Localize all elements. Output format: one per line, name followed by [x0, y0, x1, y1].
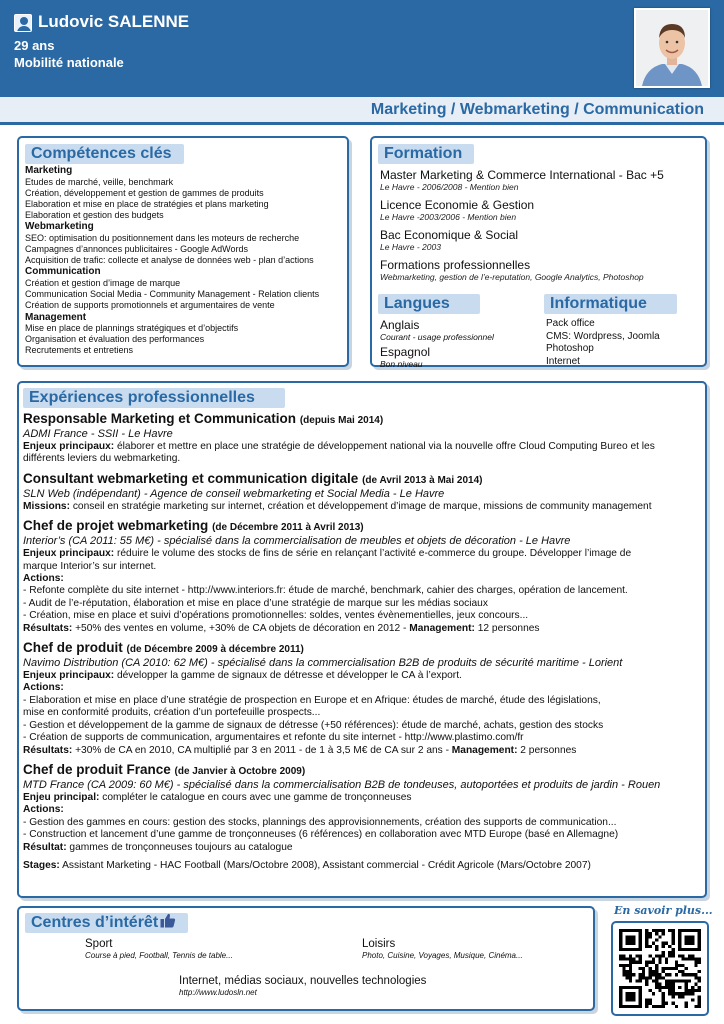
experience-entry — [23, 762, 701, 854]
job-line — [23, 561, 701, 573]
job-line — [23, 842, 701, 854]
competence-item: Création de supports promotionnels et argumentaires de vente — [25, 300, 275, 311]
formation-entry — [380, 228, 699, 252]
job-line-text: - Création, mise en place et suivi d’opérations promotionnelles: soldes, ventes évènementielles, jeux concours... — [23, 610, 529, 622]
job-title: Marketing / Webmarketing / Communication — [370, 101, 704, 118]
interest-item — [362, 938, 523, 961]
thumbs-up-icon — [160, 913, 176, 928]
job-line-text: marque Interior’s sur internet. — [23, 560, 157, 572]
job-line-text: - Gestion des gammes en cours: gestion des stocks, plannings des approvisionnements, création des supports de communication... — [23, 816, 617, 828]
experience-entry — [23, 640, 701, 757]
candidate-age: 29 ans — [14, 38, 55, 53]
stages-label: Stages: — [23, 859, 60, 871]
subheader-bar — [0, 97, 724, 125]
job-line-text: - Elaboration et mise en place d’une stratégie de prospection en Europe et en Afrique: études de marché, étude des législations, — [23, 694, 601, 706]
job-position-title: Chef de projet webmarketing — [23, 518, 209, 534]
competence-item: Acquisition de trafic: collecte et analyse de données web - plan d’actions — [25, 255, 314, 266]
job-position-title: Chef de produit France — [23, 761, 171, 777]
job-line-label: Résultats: — [23, 744, 73, 756]
job-position — [23, 640, 701, 657]
language-name: Espagnol — [380, 345, 431, 359]
job-line-label: Enjeu principal: — [23, 791, 100, 803]
job-line-text: +50% des ventes en volume, +30% de CA objets de décoration en 2012 - — [72, 622, 410, 634]
competence-category: Management — [25, 311, 87, 323]
job-line-label: Management: — [451, 744, 518, 756]
job-line-text: +30% de CA en 2010, CA multiplié par 3 en 2011 - de 1 à 3,5 M€ de CA sur 2 ans - — [72, 744, 452, 756]
job-line-text: - Refonte complète du site internet - http://www.interiors.fr: étude de marché, benchmark, cahier des charges, opération de lancement. — [23, 585, 628, 597]
interest-details: Photo, Cuisine, Voyages, Musique, Cinéma... — [362, 951, 523, 960]
competence-category: Marketing — [25, 165, 73, 176]
experience-entry — [23, 411, 701, 466]
competence-item: Création, développement et gestion de gammes de produits — [25, 187, 264, 198]
interest-title: Loisirs — [362, 938, 396, 950]
job-line-text: - Construction et lancement d’une gamme de tronçonneuses (6 références) en collaboration avec MTD Europe (basé en Allemagne) — [23, 829, 619, 841]
job-line — [23, 623, 701, 635]
job-company: MTD France (CA 2009: 60 M€) - spécialisé dans la commercialisation B2B de tondeuses, autoportées et produits de jardin - Rouen — [23, 778, 661, 791]
interest-title: Sport — [85, 938, 113, 950]
formation-details: Webmarketing, gestion de l’e-reputation, Google Analytics, Photoshop — [380, 272, 644, 282]
job-line-text: - Gestion et développement de la gamme de signaux de détresse (+50 références): étude de marché, achats, gestion des stocks — [23, 719, 604, 731]
job-line — [23, 501, 701, 513]
language-level: Bon niveau — [380, 359, 423, 369]
job-line-text: développer la gamme de signaux de détresse et développer le CA à l’export. — [114, 670, 462, 682]
qr-code-icon — [619, 929, 701, 1008]
competence-item: Etudes de marché, veille, benchmark — [25, 176, 174, 187]
competences-section — [17, 136, 349, 367]
interets-title-text: Centres d’intérêt — [31, 914, 159, 931]
job-position — [23, 762, 701, 779]
job-line-text: - Audit de l’e-réputation, élaboration et mise en place d’une stratégie de marque sur les médias sociaux — [23, 597, 488, 609]
job-line — [23, 745, 701, 757]
interest-item — [179, 975, 426, 998]
competence-item: Organisation et évaluation des performances — [25, 334, 205, 345]
competence-item: SEO: optimisation du positionnement dans les moteurs de recherche — [25, 232, 300, 243]
job-line-label: Actions: — [23, 573, 64, 585]
competence-item: Mise en place de plannings stratégiques et d’objectifs — [25, 323, 239, 334]
formation-title: Formation — [378, 144, 474, 164]
software-item: CMS: Wordpress, Joomla — [546, 330, 660, 342]
experiences-section — [17, 381, 707, 898]
job-line — [23, 707, 701, 719]
competence-category: Webmarketing — [25, 221, 94, 233]
software-item: Photoshop — [546, 343, 594, 354]
interest-title: Internet, médias sociaux, nouvelles technologies — [179, 975, 427, 987]
formation-entry — [380, 258, 699, 282]
competence-item: Elaboration et mise en place de stratégies et plans marketing — [25, 198, 269, 209]
experience-entry — [23, 471, 701, 513]
interest-link[interactable]: http://www.ludosln.net — [179, 988, 257, 997]
job-line-label: Résultats: — [23, 622, 73, 634]
formation-degree: Formations professionnelles — [380, 258, 531, 272]
candidate-name: Ludovic SALENNE — [38, 12, 190, 31]
formation-degree: Licence Economie & Gestion — [380, 198, 535, 212]
savoir-plus-label: En savoir plus... — [614, 904, 713, 917]
job-period: (depuis Mai 2014) — [299, 415, 384, 426]
job-line-text: - Création de supports de communication, argumentaires et refonte du site internet - http://www.plastimo.com/fr — [23, 732, 524, 744]
job-line — [23, 453, 701, 465]
job-line-label: Missions: — [23, 500, 70, 512]
informatique-section — [544, 294, 699, 368]
job-line — [23, 548, 701, 560]
langues-section — [378, 294, 533, 369]
job-line — [23, 585, 701, 597]
job-period: (de Avril 2013 à Mai 2014) — [362, 474, 483, 486]
profile-photo — [634, 8, 710, 88]
job-line-label: Enjeux principaux: — [23, 548, 115, 560]
job-line-label: Actions: — [23, 682, 64, 694]
formation-section — [370, 136, 707, 367]
formation-degree: Bac Economique & Social — [380, 228, 519, 242]
job-period: (de Décembre 2011 à Avril 2013) — [212, 522, 364, 534]
job-line-text: conseil en stratégie marketing sur internet, création et développement d’image de marque, missions de community management — [69, 500, 652, 512]
interest-item — [85, 938, 233, 961]
formation-details: Le Havre - 2006/2008 - Mention bien — [380, 182, 519, 192]
job-line — [23, 720, 701, 732]
job-line — [23, 804, 701, 816]
langues-title: Langues — [378, 294, 480, 314]
stages-text: Assistant Marketing - HAC Football (Mars/Octobre 2008), Assistant commercial - Crédit Agricole (Mars/Octobre 2007) — [59, 859, 591, 871]
job-company: Interior’s (CA 2011: 55 M€) - spécialisé dans la commercialisation de meubles et objets de décoration - Le Havre — [23, 535, 571, 548]
job-position-title: Consultant webmarketing et communication digitale — [23, 470, 359, 486]
competence-item: Elaboration et gestion des budgets — [25, 210, 164, 221]
competence-item: Création et gestion d’image de marque — [25, 277, 181, 288]
language-level: Courant - usage professionnel — [380, 332, 494, 342]
qr-code[interactable] — [611, 921, 709, 1016]
interets-title — [25, 913, 188, 933]
job-line-text: 2 personnes — [517, 744, 577, 756]
job-period: (de Janvier à Octobre 2009) — [174, 765, 306, 777]
job-line-text: élaborer et mettre en place une stratégie de développement national via la nouvelle offre Cloud Computing Bureo et les — [114, 441, 655, 452]
job-line-label: Management: — [409, 622, 475, 634]
job-line — [23, 610, 701, 622]
job-line — [23, 670, 701, 682]
job-line-text: différents leviers du webmarketing. — [23, 453, 181, 465]
job-line-label: Actions: — [23, 804, 64, 816]
formation-entry — [380, 168, 699, 192]
interest-details: Course à pied, Football, Tennis de table... — [85, 951, 233, 960]
job-line — [23, 598, 701, 610]
job-position — [23, 411, 701, 428]
competence-item: Recrutements et entretiens — [25, 345, 134, 356]
competence-item: Communication Social Media - Community Management - Relation clients — [25, 289, 320, 300]
formation-details: Le Havre - 2003 — [380, 242, 441, 252]
language-name: Anglais — [380, 318, 420, 332]
job-position — [23, 518, 701, 535]
job-line — [23, 695, 701, 707]
job-company: Navimo Distribution (CA 2010: 62 M€) - spécialisé dans la commercialisation B2B de produits de sécurité maritime - Lorient — [23, 657, 623, 670]
informatique-title: Informatique — [544, 294, 677, 314]
job-line — [23, 732, 701, 744]
job-line-label: Enjeux principaux: — [23, 441, 115, 452]
job-company: ADMI France - SSII - Le Havre — [23, 428, 173, 440]
competences-title: Compétences clés — [25, 144, 184, 164]
job-company: SLN Web (indépendant) - Agence de conseil webmarketing et Social Media - Le Havre — [23, 487, 445, 500]
interets-section — [17, 906, 595, 1011]
job-line — [23, 792, 701, 804]
job-line-text: compléter le catalogue en cours avec une gamme de tronçonneuses — [99, 791, 412, 803]
job-line — [23, 441, 701, 453]
job-line — [23, 829, 701, 841]
candidate-mobility: Mobilité nationale — [14, 55, 124, 70]
software-item: Pack office — [546, 318, 595, 329]
formation-degree: Master Marketing & Commerce International - Bac +5 — [380, 168, 664, 182]
formation-entry — [380, 198, 699, 222]
job-position-title: Responsable Marketing et Communication — [23, 411, 297, 426]
software-item: Internet — [546, 355, 580, 367]
formation-details: Le Havre -2003/2006 - Mention bien — [380, 212, 517, 222]
user-icon — [14, 14, 32, 32]
job-period: (de Décembre 2009 à décembre 2011) — [126, 644, 304, 656]
job-line-text: mise en conformité produits, création d’un portefeuille prospects... — [23, 707, 321, 719]
job-line — [23, 817, 701, 829]
job-line-label: Enjeux principaux: — [23, 670, 115, 682]
job-position-title: Chef de produit — [23, 640, 123, 656]
stages-line — [23, 860, 701, 872]
job-line-text: 12 personnes — [474, 622, 540, 634]
job-position — [23, 471, 701, 488]
competence-category: Communication — [25, 266, 101, 278]
job-line-label: Résultat: — [23, 841, 67, 853]
experience-entry — [23, 518, 701, 635]
header-banner — [0, 0, 724, 97]
job-line — [23, 573, 701, 585]
job-line-text: gammes de tronçonneuses toujours au catalogue — [66, 841, 293, 853]
experiences-title: Expériences professionnelles — [23, 388, 285, 408]
competence-item: Campagnes d’annonces publicitaires - Google AdWords — [25, 244, 248, 255]
job-line — [23, 682, 701, 694]
job-line-text: réduire le volume des stocks de fins de série en relançant l’activité e-commerce du groupe. Développer l’image de — [114, 548, 632, 560]
